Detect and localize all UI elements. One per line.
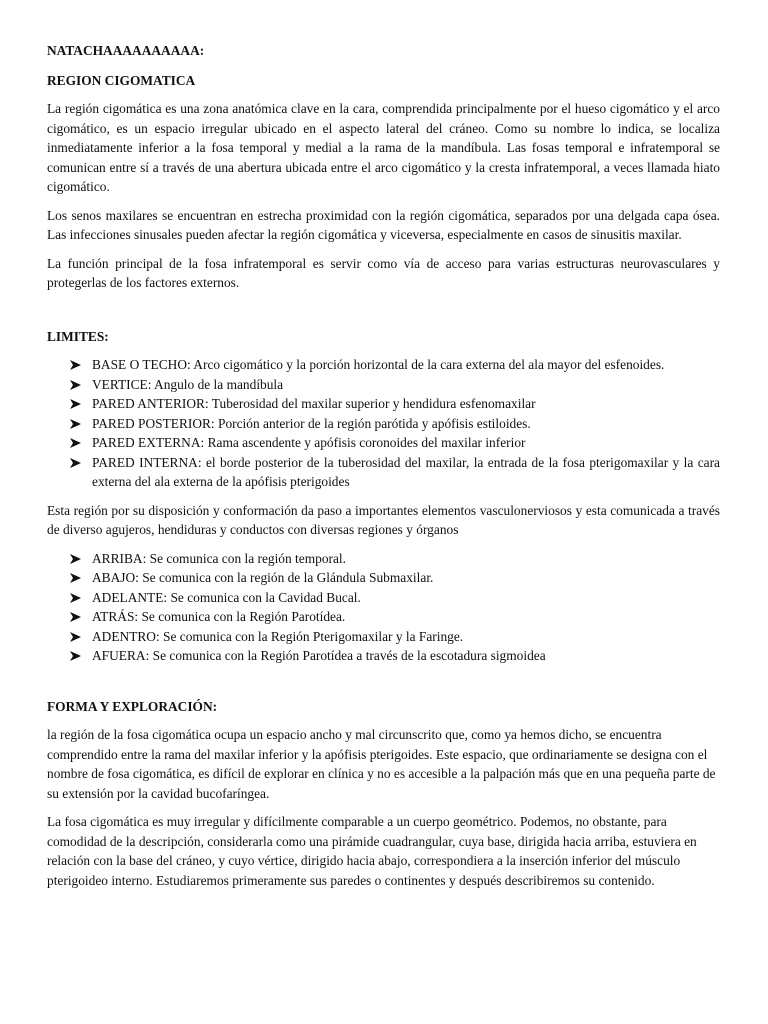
arrowhead-bullet-icon: [70, 607, 84, 626]
forma-paragraph: La fosa cigomática es muy irregular y difícilmente comparable a un cuerpo geométrico. Podemos, no obstante, para comodidad de la descripción, considerarla como una pirámide cuadrangular, cuya base, dirigida hacia arriba, estuviera en relación con la base del cráneo, y cuyo vértice, dirigido hacia abajo, correspondiera a la inserción inferior del músculo pterigoideo interno. Estudiaremos primeramente sus paredes o continentes y después describiremos su contenido.: [47, 814, 697, 888]
list-item-text: PARED ANTERIOR: Tuberosidad del maxilar superior y hendidura esfenomaxilar: [92, 396, 536, 411]
list-item-text: ADELANTE: Se comunica con la Cavidad Bucal.: [92, 589, 361, 605]
list-item-text: PARED INTERNA: el borde posterior de la tuberosidad del maxilar, la entrada de la fosa pterigomaxilar y la cara externa del ala externa de la apófisis pterigoides: [92, 454, 720, 489]
intro-paragraph: La región cigomática es una zona anatómica clave en la cara, comprendida principalmente por el hueso cigomático y el arco cigomático, es un espacio irregular ubicado en el aspecto lateral del cráneo. Como su nombre lo indica, se localiza inmediatamente inferior a la fosa temporal y medial a la rama de la mandíbula. Las fosas temporal e infratemporal se comunican entre sí a través de una abertura ubicada entre el arco cigomático y la cresta infratemporal, a veces llamada hiato cigomático.: [47, 101, 720, 194]
list-item: [47, 646, 720, 666]
comunicacion-list: [47, 549, 720, 666]
list-item-text: PARED EXTERNA: Rama ascendente y apófisis coronoides del maxilar inferior: [92, 435, 526, 450]
list-item: [47, 549, 720, 569]
list-item: [47, 375, 720, 395]
list-item-text: ADENTRO: Se comunica con la Región Pterigomaxilar y la Faringe.: [92, 628, 464, 644]
list-item-text: AFUERA: Se comunica con la Región Parotídea a través de la escotadura sigmoidea: [92, 648, 546, 663]
list-item-text: ABAJO: Se comunica con la región de la Glándula Submaxilar.: [92, 570, 434, 585]
arrowhead-bullet-icon: [70, 414, 84, 433]
arrowhead-bullet-icon: [70, 627, 84, 646]
comunicacion-paragraph: Esta región por su disposición y conformación da paso a importantes elementos vasculonerviosos y esta comunicada a través de diverso agujeros, hendiduras y conductos con diversas regiones y órganos: [47, 502, 720, 537]
list-item: [47, 588, 720, 608]
list-item-text: ARRIBA: Se comunica con la región temporal.: [92, 550, 346, 566]
limites-heading: LIMITES:: [47, 328, 109, 344]
arrowhead-bullet-icon: [70, 375, 84, 394]
intro-paragraph: La función principal de la fosa infratemporal es servir como vía de acceso para varias estructuras neurovasculares y protegerlas de los factores externos.: [47, 255, 720, 290]
arrowhead-bullet-icon: [70, 394, 84, 413]
list-item-text: PARED POSTERIOR: Porción anterior de la región parótida y apófisis estiloides.: [92, 415, 531, 431]
list-item: [47, 607, 720, 627]
arrowhead-bullet-icon: [70, 588, 84, 607]
arrowhead-bullet-icon: [70, 646, 84, 665]
list-item: [47, 355, 720, 375]
arrowhead-bullet-icon: [70, 568, 84, 587]
list-item: [47, 568, 720, 588]
limites-list: [47, 355, 720, 492]
list-item-text: VERTICE: Angulo de la mandíbula: [92, 376, 284, 392]
arrowhead-bullet-icon: [70, 549, 84, 568]
intro-paragraph: Los senos maxilares se encuentran en estrecha proximidad con la región cigomática, separados por una delgada capa ósea. Las infecciones sinusales pueden afectar la región cigomática y viceversa, especialmente en casos de sinusitis maxilar.: [47, 207, 720, 242]
page-title: REGION CIGOMATICA: [47, 72, 196, 88]
list-item: [47, 627, 720, 647]
arrowhead-bullet-icon: [70, 433, 84, 452]
arrowhead-bullet-icon: [70, 355, 84, 374]
list-item: [47, 433, 720, 453]
list-item-text: ATRÁS: Se comunica con la Región Parotídea.: [92, 609, 346, 624]
list-item: [47, 414, 720, 434]
list-item: [47, 394, 720, 414]
list-item-text: BASE O TECHO: Arco cigomático y la porción horizontal de la cara externa del ala mayor del esfenoides.: [92, 357, 665, 372]
list-item: [47, 453, 720, 492]
author-heading: NATACHAAAAAAAAAA:: [47, 43, 205, 58]
forma-paragraph: la región de la fosa cigomática ocupa un espacio ancho y mal circunscrito que, como ya hemos dicho, se encuentra comprendido entre la rama del maxilar inferior y la apófisis pterigoides. Este espacio, que ordinariamente se designa con el nombre de fosa cigomática, es difícil de explorar en clínica y no es accesible a la palpación más que en una pequeña parte de su extensión por la cavidad bucofaríngea.: [47, 727, 716, 801]
arrowhead-bullet-icon: [70, 453, 84, 472]
forma-heading: FORMA Y EXPLORACIÓN:: [47, 698, 218, 714]
